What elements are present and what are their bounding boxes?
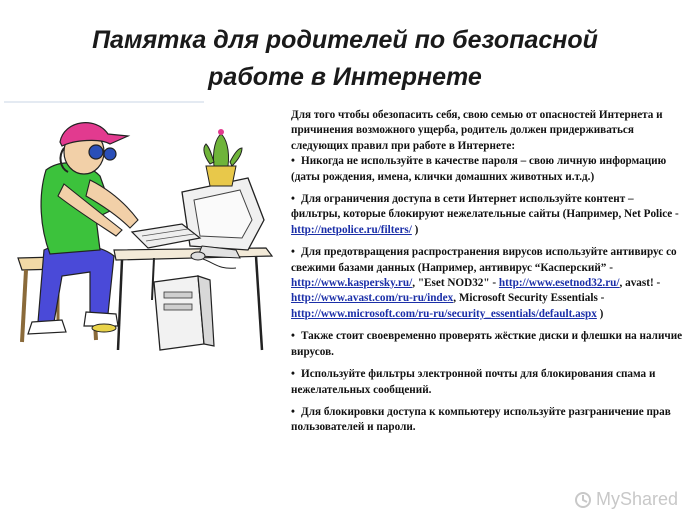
rule-6 [291,405,683,436]
rule-5 [291,367,683,398]
system-unit [154,276,214,350]
person [28,123,138,334]
bullet-icon: • [291,405,295,418]
bullet-icon: • [291,155,295,168]
person-at-computer-illustration [4,100,286,360]
bullet-icon: • [291,330,295,343]
avast-link[interactable]: http://www.avast.com/ru-ru/index [291,292,454,305]
rule-4 [291,329,683,360]
rule-3-mid-1: , "Eset NOD32" - [412,277,499,290]
memo-text [291,108,683,443]
bullet-icon: • [291,193,295,206]
rule-3-mid-2: , avast! - [619,277,661,290]
rule-6-text: Для блокировки доступа к компьютеру используйте разграничение прав пользователей и пароли. [291,405,671,434]
bullet-icon: • [291,246,295,259]
title-line-1: Памятка для родителей по безопасной [92,26,598,54]
kaspersky-link[interactable]: http://www.kaspersky.ru/ [291,277,413,290]
page-title [0,22,690,96]
watermark-text: MyShared [595,489,678,509]
microsoft-security-link[interactable]: http://www.microsoft.com/ru-ru/security_essentials/default.aspx [291,307,597,320]
intro-paragraph: Для того чтобы обезопасить себя, свою семью от опасностей Интернета и причинения возможного ущерба, родитель должен придерживаться следующих правил при работе в Интернете: [291,109,663,152]
watermark-logo-icon [574,491,592,509]
monitor [182,178,264,258]
illustration [4,100,286,360]
rule-2 [291,192,683,238]
rule-1 [291,154,683,185]
netpolice-link[interactable]: http://netpolice.ru/filters/ [291,223,412,236]
rule-1-text: Никогда не используйте в качестве пароля – свою личную информацию (даты рождения, имена, клички домашних животных и.т.д.) [291,155,667,183]
rule-2-text: Для ограничения доступа в сети Интернет используйте контент – фильтры, которые блокируют нежелательные сайты (Например, Net Police - [291,193,679,221]
bullet-icon: • [291,368,295,381]
esetnod32-link[interactable]: http://www.esetnod32.ru/ [498,277,620,290]
title-line-2: работе в Интернете [208,63,482,91]
watermark [574,489,678,510]
rule-3 [291,245,683,322]
rule-2-end: ) [411,223,419,236]
rule-3-mid-3: , Microsoft Security Essentials - [453,292,605,305]
rule-4-text: Также стоит своевременно проверять жёсткие диски и флешки на наличие вирусов. [291,330,683,358]
cactus-plant [204,129,242,186]
rule-3-text: Для предотвращения распространения вирусов используйте антивирус со свежими базами данных (Например, антивирус “Касперский” - [291,246,677,274]
rule-3-end: ) [596,307,604,320]
rule-5-text: Используйте фильтры электронной почты для блокирования спама и нежелательных сообщений. [291,368,656,396]
